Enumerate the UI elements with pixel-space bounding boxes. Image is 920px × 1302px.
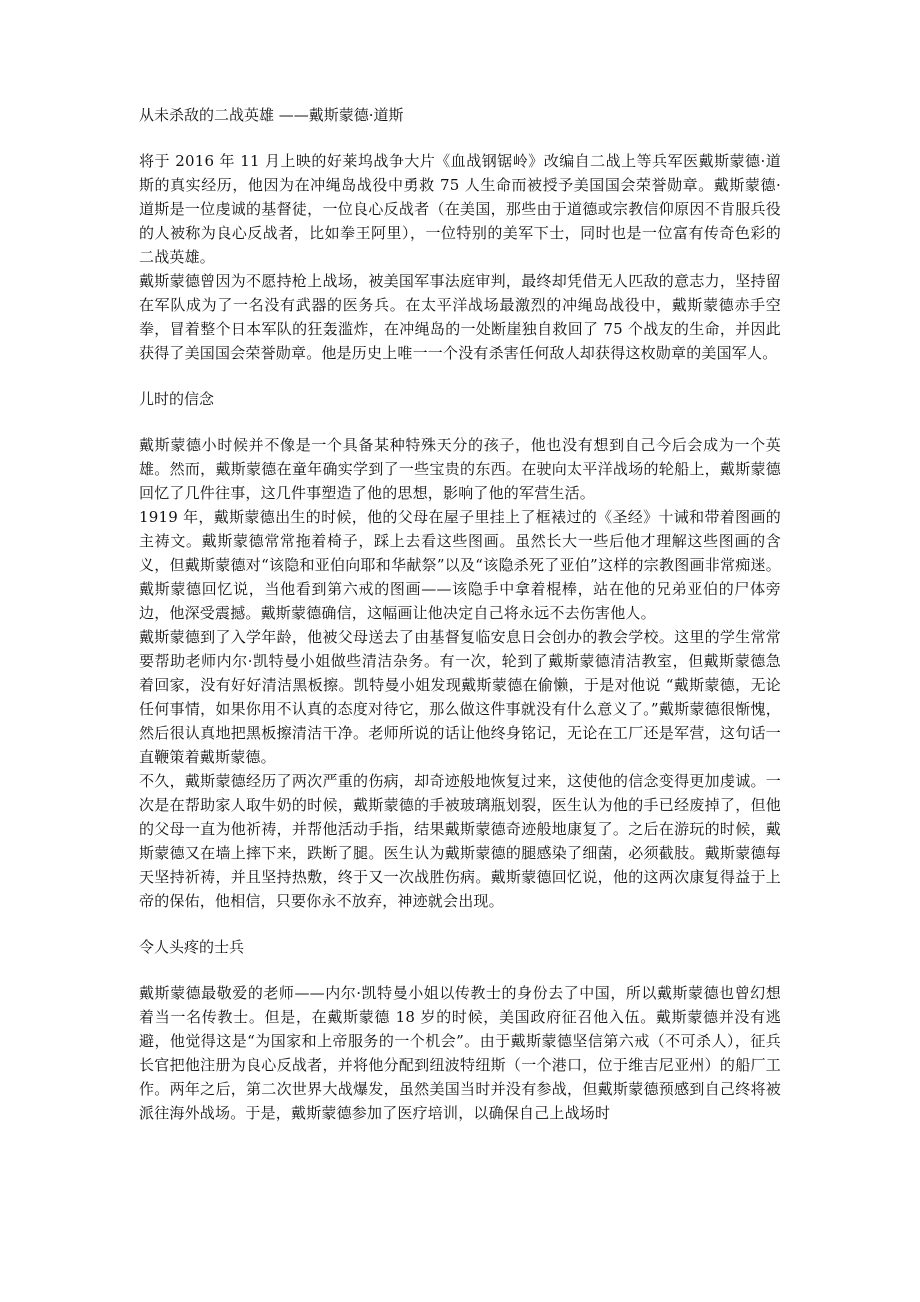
paragraph: 戴斯蒙德最敬爱的老师——内尔·凯特曼小姐以传教士的身份去了中国，所以戴斯蒙德也曾幻想着当一名传教士。但是，在戴斯蒙德 18 岁的时候，美国政府征召他入伍。戴斯蒙德并没有逃避，他觉得这是“为国家和上帝服务的一个机会”。由于戴斯蒙德坚信第六戒（不可杀人），征兵长官把他注册为良心反战者，并将他分配到纽波特纽斯（一个港口，位于维吉尼亚州）的船厂工作。两年之后，第二次世界大战爆发，虽然美国当时并没有参战，但戴斯蒙德预感到自己终将被派往海外战场。于是，戴斯蒙德参加了医疗培训，以确保自己上战场时 [139,984,781,1122]
section-intro [139,149,781,365]
section-troublesome-soldier [139,935,781,1125]
section-childhood [139,387,781,913]
paragraph: 戴斯蒙德曾因为不愿持枪上战场，被美国军事法庭审判，最终却凭借无人匹敌的意志力，坚持留在军队成为了一名没有武器的医务兵。在太平洋战场最激烈的冲绳岛战役中，戴斯蒙德赤手空拳，冒着整个日本军队的狂轰滥炸，在冲绳岛的一处断崖独自救回了 75 个战友的生命，并因此获得了美国国会荣誉勋章。他是历史上唯一一个没有杀害任何敌人却获得这枚勋章的美国军人。 [139,272,781,362]
section-heading: 儿时的信念 [139,390,215,408]
paragraph: 戴斯蒙德到了入学年龄，他被父母送去了由基督复临安息日会创办的教会学校。这里的学生常常要帮助老师内尔·凯特曼小姐做些清洁杂务。有一次，轮到了戴斯蒙德清洁教室，但戴斯蒙德急着回家，没有好好清洁黑板擦。凯特曼小姐发现戴斯蒙德在偷懒，于是对他说 “戴斯蒙德，无论任何事情，如果你用不认真的态度对待它，那么做这件事就没有什么意义了。”戴斯蒙德很惭愧，然后很认真地把黑板擦清洁干净。老师所说的话让他终身铭记，无论在工厂还是军营，这句话一直鞭策着戴斯蒙德。 [139,628,781,766]
paragraph: 戴斯蒙德小时候并不像是一个具备某种特殊天分的孩子，他也没有想到自己今后会成为一个英雄。然而，戴斯蒙德在童年确实学到了一些宝贵的东西。在驶向太平洋战场的轮船上，戴斯蒙德回忆了几件往事，这几件事塑造了他的思想，影响了他的军营生活。 [139,436,781,502]
section-heading: 令人头疼的士兵 [139,938,245,956]
document-page [139,103,781,1125]
paragraph: 将于 2016 年 11 月上映的好莱坞战争大片《血战钢锯岭》改编自二战上等兵军医戴斯蒙德·道斯的真实经历，他因为在冲绳岛战役中勇救 75 人生命而被授予美国国会荣誉勋章。戴斯蒙德·道斯是一位虔诚的基督徒，一位良心反战者（在美国，那些由于道德或宗教信仰原因不肯服兵役的人被称为良心反战者，比如拳王阿里），一位特别的美军下士，同时也是一位富有传奇色彩的二战英雄。 [139,152,781,266]
paragraph: 不久，戴斯蒙德经历了两次严重的伤病，却奇迹般地恢复过来，这使他的信念变得更加虔诚。一次是在帮助家人取牛奶的时候，戴斯蒙德的手被玻璃瓶划裂，医生认为他的手已经废掉了，但他的父母一直为他祈祷，并帮他活动手指，结果戴斯蒙德奇迹般地康复了。之后在游玩的时候，戴斯蒙德又在墙上摔下来，跌断了腿。医生认为戴斯蒙德的腿感染了细菌，必须截肢。戴斯蒙德每天坚持祈祷，并且坚持热敷，终于又一次战胜伤病。戴斯蒙德回忆说，他的这两次康复得益于上帝的保佑，他相信，只要你永不放弃，神迹就会出现。 [139,772,781,910]
paragraph: 1919 年，戴斯蒙德出生的时候，他的父母在屋子里挂上了框裱过的《圣经》十诫和带着图画的主祷文。戴斯蒙德常常拖着椅子，踩上去看这些图画。虽然长大一些后他才理解这些图画的含义，但戴斯蒙德对“该隐和亚伯向耶和华献祭”以及“该隐杀死了亚伯”这样的宗教图画非常痴迷。戴斯蒙德回忆说，当他看到第六戒的图画——该隐手中拿着棍棒，站在他的兄弟亚伯的尸体旁边，他深受震撼。戴斯蒙德确信，这幅画让他决定自己将永远不去伤害他人。 [139,508,781,622]
document-title: 从未杀敌的二战英雄 ——戴斯蒙德·道斯 [139,106,404,124]
